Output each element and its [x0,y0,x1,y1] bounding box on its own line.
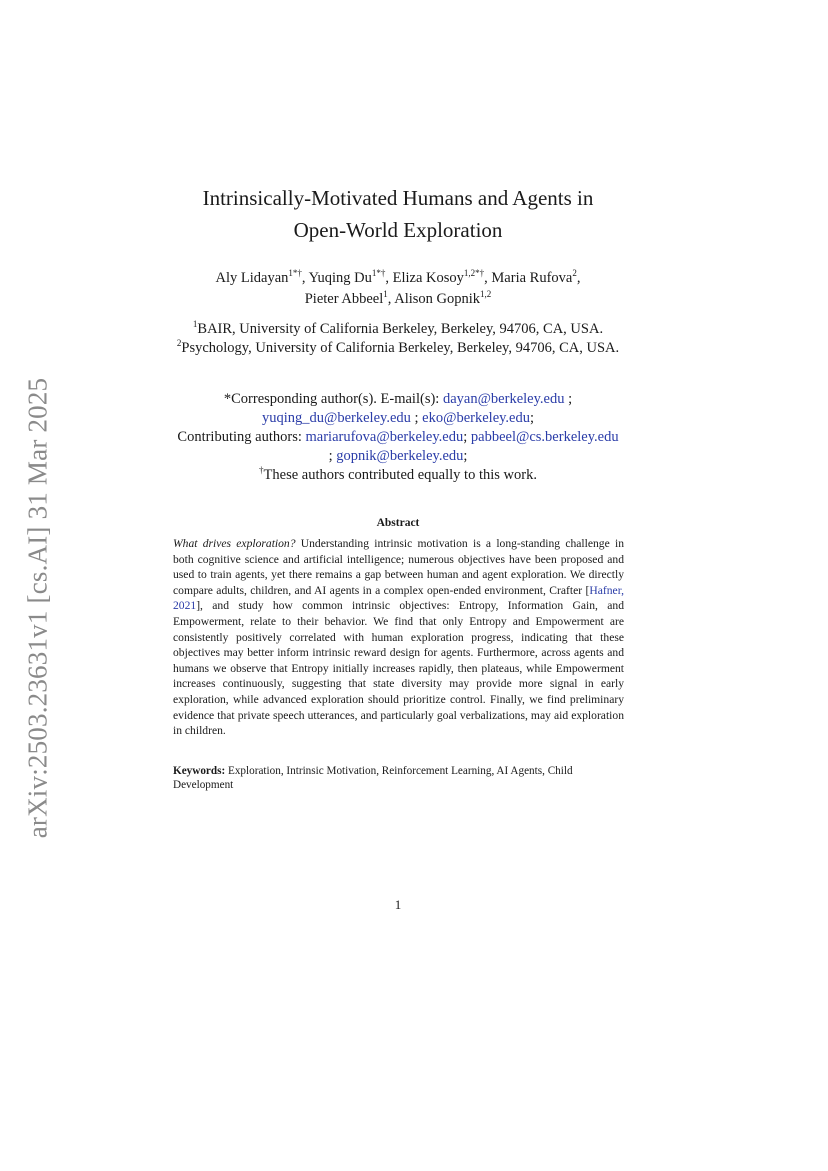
contributing-line-2 [140,447,656,466]
email-sep: ; [410,410,423,426]
dagger-mark: † [259,465,264,476]
keywords-text: Exploration, Intrinsic Motivation, Reinforcement Learning, AI Agents, Child Development [173,765,573,791]
keywords [173,765,624,792]
author-affil-sup: 2 [572,268,577,279]
author-affil-sup: 1 [383,289,388,300]
email-link[interactable]: eko@berkeley.edu [422,410,530,426]
author-line-1 [130,268,666,289]
affiliation-line [120,320,676,339]
author-name: Aly Lidayan [215,270,289,286]
author-name: Maria Rufova [491,270,573,286]
affiliation-text: Psychology, University of California Berkeley, Berkeley, 94706, CA, USA. [181,340,620,356]
author-affil-sup: 1,2*† [463,268,485,279]
author-name: Pieter Abbeel [304,291,384,307]
affiliation-text: BAIR, University of California Berkeley, Berkeley, 94706, CA, USA. [197,321,604,337]
abstract-body [173,536,624,739]
affiliation-line [120,339,676,358]
equal-contribution-note [140,466,656,485]
email-sep: ; [463,448,468,464]
author-name: Yuqing Du [308,270,372,286]
affiliations [120,320,676,358]
email-link[interactable]: mariarufova@berkeley.edu [305,429,464,445]
author-line-2 [130,289,666,310]
author-sep: , [301,270,309,286]
email-link[interactable]: dayan@berkeley.edu [442,391,565,407]
arxiv-stamp: arXiv:2503.23631v1 [cs.AI] 31 Mar 2025 [22,377,53,839]
email-sep: ; [564,391,573,407]
abstract-text-1: Understanding intrinsic motivation is a long-standing challenge in both cognitive science and artificial intelligence; numerous objectives have been proposed and used to train agents, yet there remains a gap between human and agent exploration. We directly compare adults, children, and AI agents in a complex open-ended environment, Crafter [ [173,537,624,597]
page-number: 1 [394,897,402,912]
corresponding-line-2 [140,409,656,428]
author-affil-sup: 1*† [288,268,302,279]
affiliation-sup: 2 [176,338,182,349]
citation-link[interactable]: Hafner, 2021 [173,583,624,613]
abstract-text-2: ], and study how common intrinsic objectives: Entropy, Information Gain, and Empowerment, relate to their behavior. We find that only Entropy and Empowerment are consistently positively correlated with human exploration progress, indicating that these objectives may better inform intrinsic reward design for agents. Furthermore, across agents and humans we observe that Entropy initially increases rapidly, then plateaus, while Empowerment increases continuously, suggesting that state diversity may provide more signal in early exploration, while advanced exploration should prioritize control. Finally, we find preliminary evidence that private speech utterances, and particularly goal verbalizations, may aid exploration in children. [173,599,624,738]
author-affil-sup: 1*† [371,268,386,279]
author-sep: , [576,270,581,286]
contact-block [140,390,656,485]
title-line-2: Open-World Exploration [293,218,503,242]
equal-note-text: These authors contributed equally to this work. [263,467,537,483]
paper-title [140,182,656,246]
title-line-1: Intrinsically-Motivated Humans and Agents in [202,186,594,210]
email-sep: ; [328,448,337,464]
keywords-label: Keywords: [173,765,226,777]
email-link[interactable]: pabbeel@cs.berkeley.edu [470,429,619,445]
author-sep: , [385,270,393,286]
author-affil-sup: 1,2 [480,289,492,300]
corresponding-line [140,390,656,409]
author-name: Eliza Kosoy [392,270,464,286]
contributing-line [140,428,656,447]
email-sep: ; [530,410,535,426]
author-sep: , [484,270,492,286]
email-sep: ; [463,429,471,445]
contributing-label: Contributing authors: [177,429,306,445]
email-link[interactable]: gopnik@berkeley.edu [336,448,464,464]
abstract-lead: What drives exploration? [173,537,296,550]
email-link[interactable]: yuqing_du@berkeley.edu [261,410,411,426]
author-sep: , [387,291,395,307]
author-name: Alison Gopnik [394,291,481,307]
affiliation-sup: 1 [192,319,198,330]
abstract-heading: Abstract [376,517,420,529]
corresponding-label: *Corresponding author(s). E-mail(s): [223,391,443,407]
author-list [130,268,666,310]
